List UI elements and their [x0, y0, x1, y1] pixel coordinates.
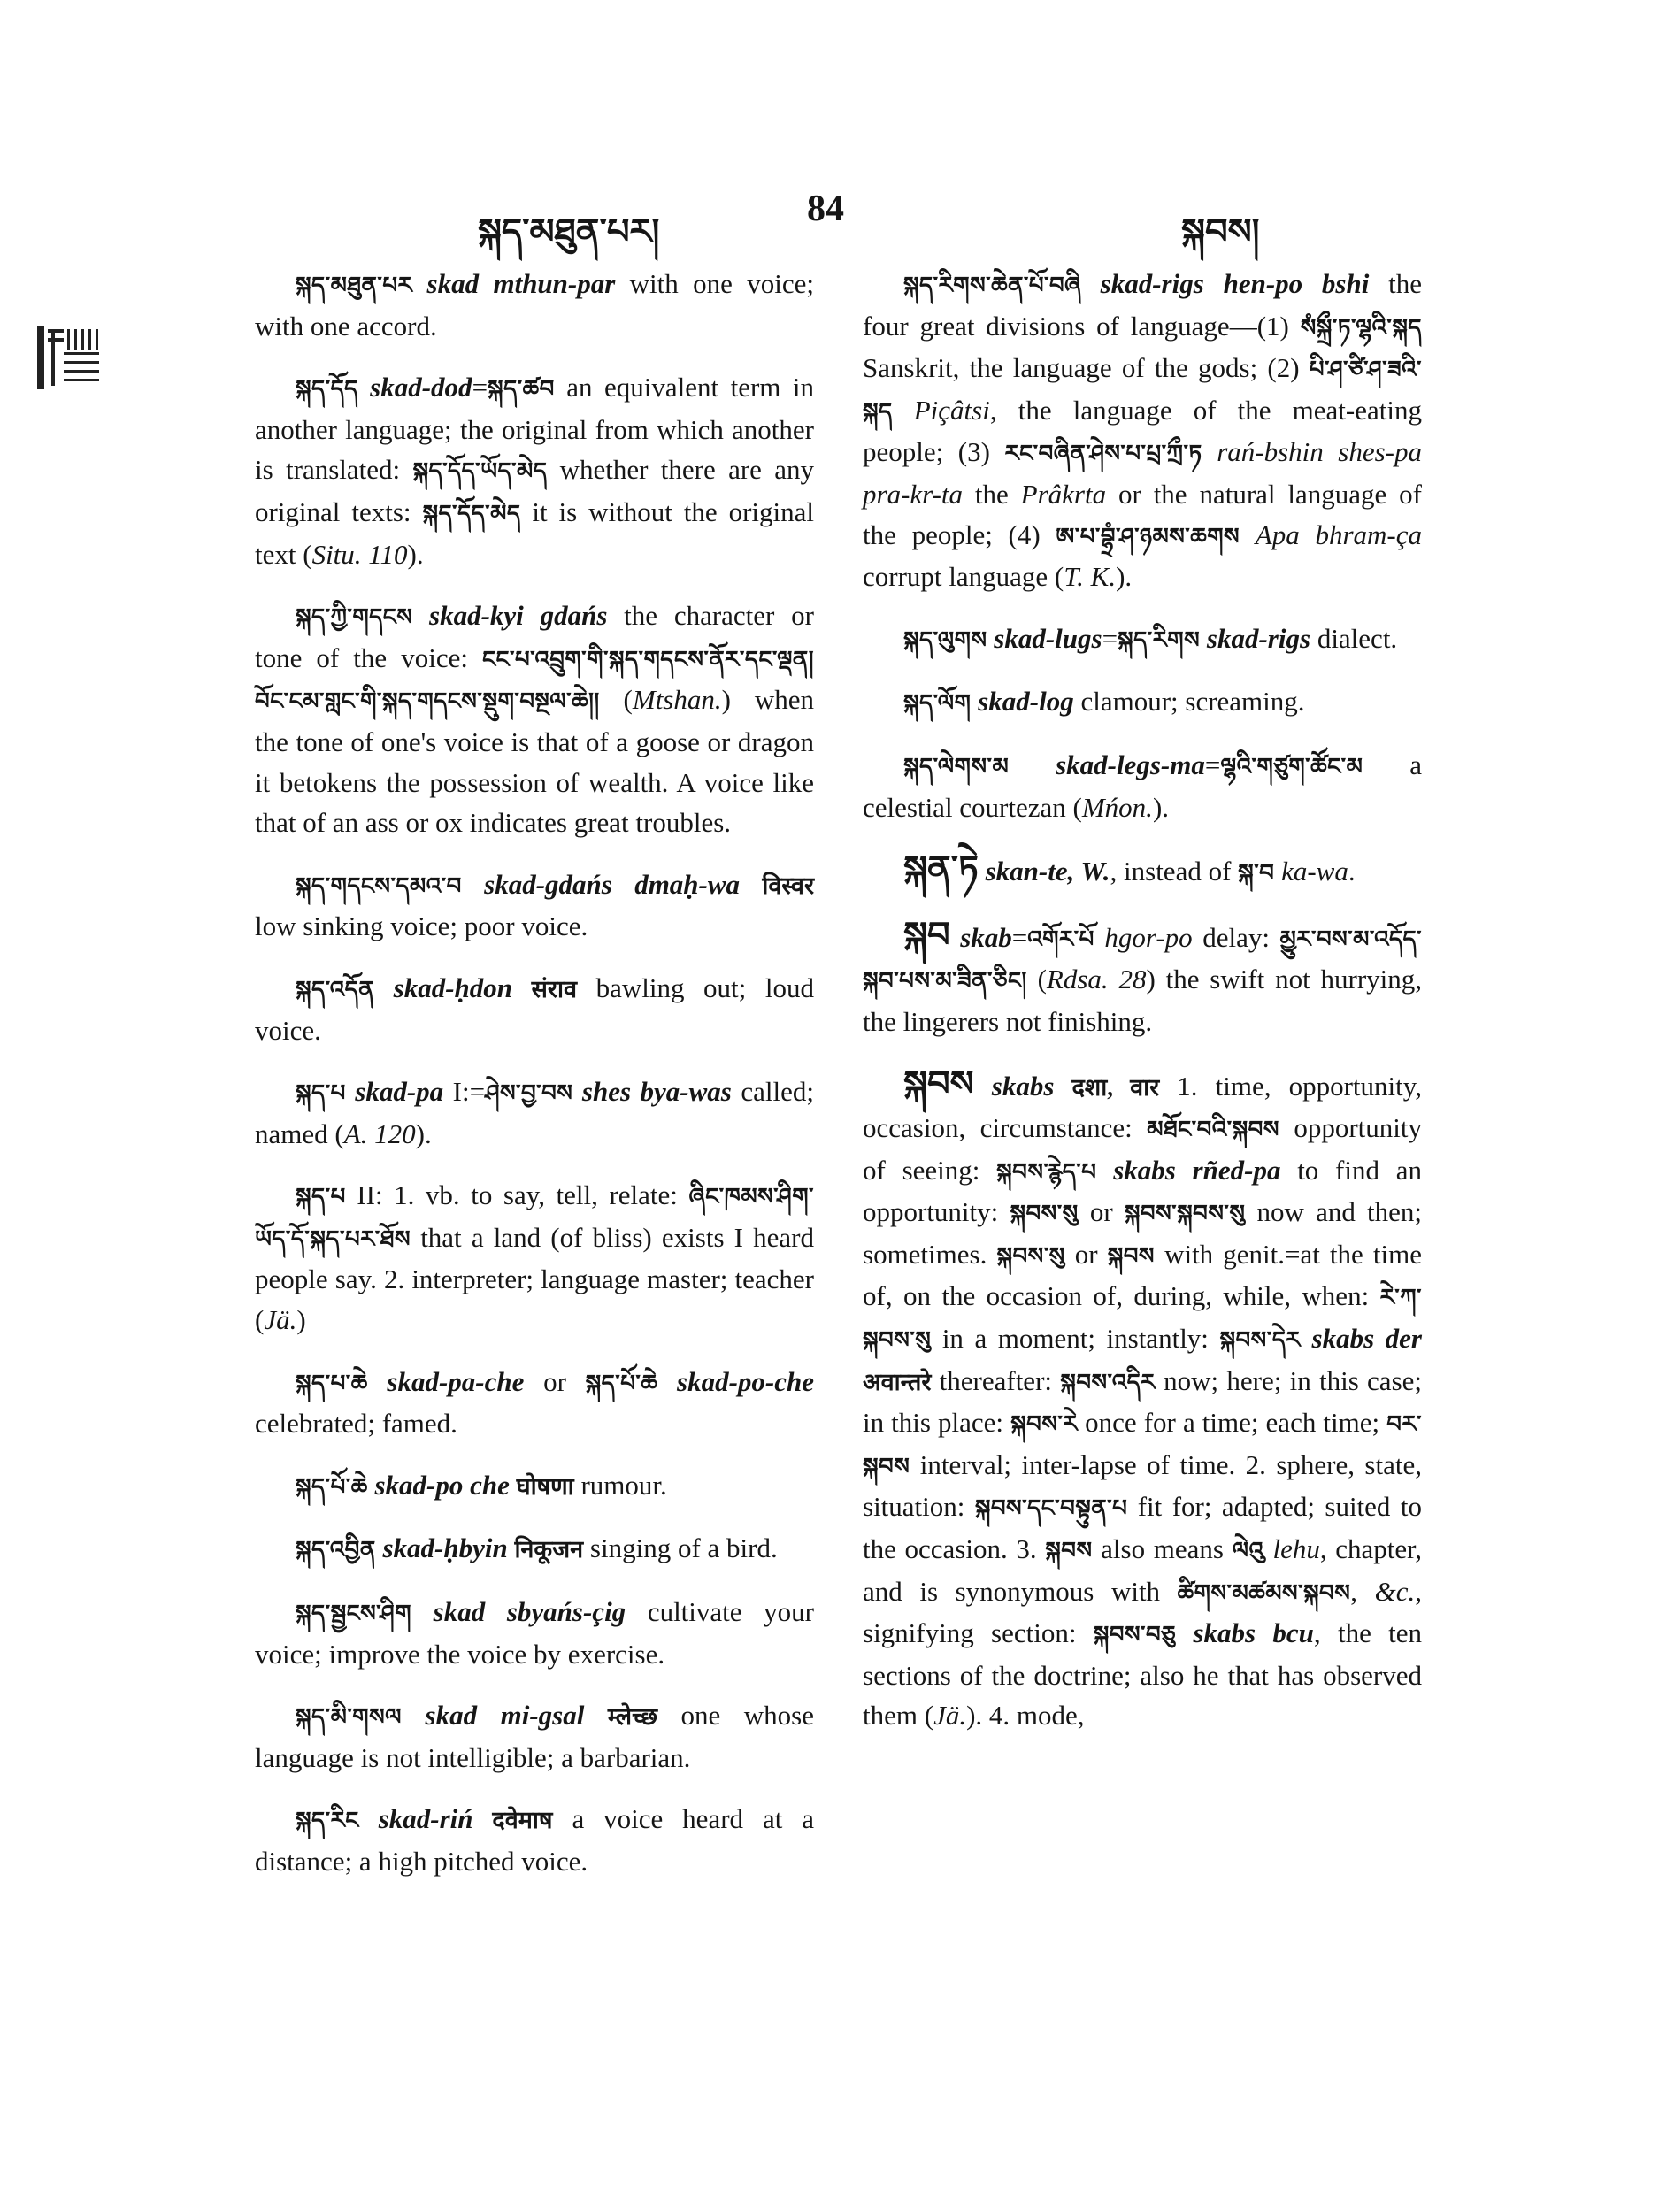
- tibetan-script: ཨ་པ་བྷྲཾ་ཤ་ཉམས་ཆགས: [1056, 523, 1240, 549]
- page-header: [0, 184, 1659, 252]
- definition-text: [1094, 922, 1105, 953]
- tibetan-script: རེ་ཀ་སྐབས་སུ: [863, 1285, 1422, 1354]
- transliteration: skabs rñed-pa: [1113, 1154, 1281, 1186]
- tibetan-script: སྐབས་རེ: [1010, 1411, 1079, 1438]
- transliteration: skad-pa: [355, 1076, 444, 1108]
- definition-text: [368, 1366, 388, 1397]
- dictionary-entry: [255, 968, 814, 1050]
- tibetan-script: སྐབས་དེར: [1219, 1327, 1301, 1354]
- definition-text: ).: [1116, 561, 1133, 593]
- definition-text: [979, 856, 986, 887]
- tibetan-script: སྐ་བ: [1238, 860, 1275, 887]
- citation: Jä.: [933, 1700, 967, 1732]
- dictionary-entry: [863, 745, 1422, 827]
- tibetan-script: སྐད་འབྱིན: [296, 1537, 376, 1563]
- citation: A. 120: [343, 1118, 416, 1149]
- transliteration: skad-kyi gdańs: [429, 600, 608, 632]
- definition-text: [402, 1700, 426, 1731]
- definition-text: [1301, 1323, 1312, 1354]
- tibetan-script: སྐབས་དང་བསྟུན་པ: [974, 1495, 1128, 1522]
- transliteration: skad-log: [978, 686, 1074, 718]
- tibetan-script: སྐད་པ་ཆེ: [296, 1370, 368, 1396]
- definition-text: ).: [407, 538, 424, 570]
- definition-text: [510, 1470, 517, 1501]
- definition-text: [462, 869, 484, 900]
- tibetan-script: རང་བཞིན་ཤེས་པ་པྲ་ཀྲྀ་ཏ: [1004, 441, 1202, 467]
- citation: ka-wa: [1281, 856, 1348, 887]
- dictionary-entry: [255, 367, 814, 574]
- definition-text: or: [1078, 1196, 1125, 1228]
- library-stamp-icon: [37, 326, 101, 389]
- sanskrit-equivalent: दशा, वार: [1071, 1073, 1160, 1101]
- definition-text: , the ten sections of the doctrine; also he that has observed them (: [863, 1617, 1423, 1732]
- citation: Prâkrta: [1020, 478, 1107, 510]
- definition-text: an equivalent term in another language; the original from which another is translated:: [255, 372, 815, 486]
- definition-text: clamour; screaming.: [1073, 686, 1305, 718]
- definition-text: or: [1064, 1238, 1108, 1270]
- sanskrit-equivalent: घोषणा: [516, 1472, 574, 1500]
- tibetan-script: འགོར་པོ: [1027, 926, 1094, 952]
- transliteration: skabs bcu: [1193, 1617, 1314, 1649]
- definition-text: ) when the tone of one's voice is that of a goose or dragon it betokens the possession of wealth. A voice like that of an ass or ox indicates great troubles.: [255, 684, 814, 839]
- definition-text: [1240, 519, 1256, 550]
- transliteration: skad-legs-ma: [1056, 749, 1205, 780]
- definition-text: ).: [1152, 791, 1170, 823]
- definition-text: in a moment; instantly:: [931, 1323, 1220, 1355]
- tibetan-script: སྐད་པོ་ཆེ: [585, 1370, 658, 1396]
- definition-text: [411, 1596, 434, 1627]
- definition-text: a celestial courtezan (: [863, 749, 1422, 823]
- tibetan-script: སྐད་མི་གསལ: [296, 1704, 402, 1731]
- transliteration: skabs: [991, 1070, 1055, 1102]
- definition-text: [473, 1803, 493, 1834]
- citation: hgor-po: [1104, 921, 1193, 953]
- definition-text: II: 1. vb. to say, tell, relate:: [345, 1179, 689, 1211]
- citation: &c.: [1374, 1575, 1416, 1607]
- definition-text: also means: [1092, 1533, 1233, 1565]
- tibetan-script: སྐབས་བཅུ: [1093, 1622, 1177, 1648]
- transliteration: skad-dod: [370, 372, 472, 403]
- headword-tibetan: སྐན་ཏེ: [903, 849, 979, 889]
- definition-text: [346, 1076, 356, 1107]
- definition-text: [1202, 436, 1217, 467]
- definition-text: to find an opportunity:: [863, 1154, 1422, 1228]
- definition-text: [584, 1700, 608, 1731]
- definition-text: ).: [415, 1118, 432, 1149]
- dictionary-entry: [863, 264, 1422, 597]
- tibetan-script: སྐད་པ: [296, 1184, 346, 1210]
- definition-text: the: [963, 478, 1021, 510]
- citation: Situ. 110: [311, 538, 408, 570]
- definition-text: =: [1204, 749, 1221, 780]
- definition-text: I:=: [443, 1076, 486, 1108]
- tibetan-script: སྐད་པ: [296, 1080, 346, 1107]
- tibetan-script: སྐད་དོད་ཡོད་མེད: [412, 458, 548, 485]
- transliteration: skad-ḥdon: [393, 972, 513, 1003]
- definition-text: singing of a bird.: [583, 1532, 778, 1564]
- tibetan-script: སྐད་ལེགས་མ: [903, 753, 1010, 780]
- definition-text: a voice heard at a distance; a high pitched voice.: [255, 1803, 814, 1877]
- definition-text: [974, 1071, 992, 1102]
- dictionary-entry: [863, 915, 1422, 1042]
- tibetan-script: ཤེས་བྱ་བས: [485, 1080, 573, 1107]
- left-column: [255, 264, 814, 1903]
- definition-text: ,: [1350, 1575, 1375, 1607]
- definition-text: [1264, 1533, 1273, 1564]
- tibetan-script: སྐད་པོ་ཆེ: [296, 1473, 368, 1500]
- tibetan-script: སྐབས་སུ: [996, 1242, 1065, 1269]
- definition-text: that a land (of bliss) exists I heard people say. 2. interpreter; language master; teacher (: [255, 1221, 814, 1336]
- definition-text: 1. time, opportunity, occasion, circumstance:: [863, 1070, 1422, 1144]
- definition-text: called; named (: [255, 1076, 814, 1149]
- sanskrit-equivalent: म्लेच्छ: [607, 1703, 657, 1731]
- tibetan-script: སྐབས་སུ: [1010, 1201, 1079, 1227]
- tibetan-script: སྐད་ལོག: [903, 690, 972, 717]
- transliteration: skad-po che: [374, 1469, 510, 1501]
- tibetan-script: བར་སྐབས: [863, 1411, 1423, 1479]
- definition-text: fit for; adapted; suited to the occasion. 3.: [863, 1491, 1422, 1565]
- definition-text: cultivate your voice; improve the voice by exercise.: [255, 1596, 814, 1670]
- definition-text: ): [296, 1304, 306, 1336]
- tibetan-script: སྐབས་འདིར: [1060, 1369, 1156, 1395]
- tibetan-script: སྐད་རིང: [296, 1808, 359, 1834]
- definition-text: [1054, 1071, 1071, 1102]
- dictionary-entry: [255, 1592, 814, 1674]
- definition-text: rumour.: [573, 1469, 667, 1501]
- tibetan-script: སྐད་རིགས་ཆེན་པོ་བཞི: [903, 273, 1081, 298]
- transliteration: skad sbyańs-çig: [433, 1596, 626, 1628]
- definition-text: low sinking voice; poor voice.: [255, 910, 588, 942]
- definition-text: (: [1026, 964, 1047, 995]
- definition-text: [950, 922, 961, 953]
- definition-text: .: [1348, 856, 1356, 887]
- sanskrit-equivalent: विस्वर: [762, 872, 814, 899]
- definition-text: or the natural language of the people; (4): [863, 478, 1422, 550]
- transliteration: skad-ḥbyin: [382, 1532, 508, 1564]
- dictionary-entry: [863, 849, 1422, 894]
- tibetan-script: སྐད་གདངས་དམའ་བ: [296, 872, 462, 899]
- definition-text: =: [1011, 921, 1028, 953]
- definition-text: [572, 1076, 582, 1107]
- transliteration: skad-rigs hen-po bshi: [1100, 268, 1370, 299]
- citation: Mtshan.: [632, 684, 722, 716]
- definition-text: thereafter:: [931, 1364, 1061, 1396]
- running-head-right: སྐབས།: [1181, 211, 1260, 252]
- definition-text: one whose language is not intelligible; a barbarian.: [255, 1700, 815, 1773]
- definition-text: with one voice; with one accord.: [255, 268, 814, 342]
- transliteration: skad mi-gsal: [425, 1700, 585, 1732]
- citation: rań-bshin shes-pa pra-kr-ta: [863, 436, 1423, 510]
- tibetan-script: སྐད་ཀྱི་གདངས: [296, 604, 413, 631]
- running-head-left: སྐད་མཐུན་པར།: [478, 211, 660, 252]
- definition-text: , the language of the meat-eating people; (3): [863, 394, 1422, 468]
- citation: Piçâtsi: [913, 394, 990, 426]
- tibetan-script: ཞིང་ཁམས་ཤིག་ཡོད་དོ་སྐད་པར་ཐོས: [255, 1184, 814, 1252]
- sanskrit-equivalent: दवेमाष: [492, 1807, 553, 1834]
- definition-text: [412, 268, 426, 299]
- transliteration: skad-lugs: [994, 622, 1102, 654]
- citation: lehu: [1272, 1533, 1320, 1565]
- transliteration: skad-rigs: [1206, 622, 1311, 654]
- definition-text: , instead of: [1110, 856, 1239, 887]
- headword-tibetan: སྐབས: [903, 1063, 974, 1103]
- definition-text: with genit.=at the time of, on the occasion of, during, while, when:: [863, 1238, 1422, 1312]
- headword-tibetan: སྐབ: [903, 914, 950, 955]
- definition-text: the character or tone of the voice:: [255, 600, 814, 673]
- definition-text: [358, 372, 370, 403]
- transliteration: skab: [960, 921, 1012, 953]
- tibetan-script: སྐབས: [1045, 1538, 1093, 1564]
- dictionary-entry: [255, 1695, 814, 1778]
- definition-text: corrupt language (: [863, 561, 1064, 593]
- definition-text: , signifying section:: [863, 1575, 1422, 1649]
- dictionary-entry: [255, 1465, 814, 1508]
- dictionary-entry: [255, 1799, 814, 1881]
- tibetan-script: སྐད་འདོན: [296, 976, 375, 1002]
- tibetan-script: སྐད་ལུགས: [903, 626, 987, 653]
- tibetan-script: སྐད་ཚབ: [488, 376, 555, 403]
- dictionary-entry: [863, 618, 1422, 661]
- tibetan-script: སྐད་སྦྱངས་ཤིག: [296, 1601, 412, 1627]
- definition-text: ) the swift not hurrying, the lingerers not finishing.: [863, 964, 1423, 1037]
- definition-text: [1274, 856, 1281, 887]
- citation: Mńon.: [1081, 791, 1153, 823]
- sanskrit-equivalent: संराव: [531, 975, 577, 1002]
- definition-text: [374, 972, 394, 1003]
- tibetan-script: སྐབས་རྙེད་པ: [996, 1158, 1097, 1185]
- definition-text: [657, 1366, 677, 1397]
- sanskrit-equivalent: अवान्तरे: [863, 1368, 932, 1395]
- dictionary-entry: [255, 1175, 814, 1340]
- tibetan-script: སྐབས་སྐབས་སུ: [1124, 1201, 1246, 1227]
- definition-text: [412, 600, 429, 631]
- dictionary-entry: [863, 1064, 1422, 1737]
- tibetan-script: མཐོང་བའི་སྐབས: [1147, 1117, 1279, 1143]
- transliteration: skad mthun-par: [426, 268, 616, 299]
- tibetan-script: པི་ཤ་ཙི་ཤ་ཟའི་སྐད: [863, 357, 1422, 425]
- tibetan-script: སྐད་དོད་མེད: [422, 500, 521, 526]
- page-number: 84: [807, 188, 844, 229]
- citation: T. K.: [1064, 561, 1117, 593]
- transliteration: shes bya-was: [581, 1076, 732, 1108]
- definition-text: or: [524, 1365, 586, 1397]
- definition-text: [512, 972, 532, 1003]
- definition-text: [1096, 1155, 1113, 1186]
- definition-text: [893, 395, 914, 426]
- tibetan-script: ལྷའི་གཙུག་ཚོང་མ: [1220, 753, 1363, 780]
- dictionary-entry: [255, 1071, 814, 1154]
- tibetan-script: སྐད་དོད: [296, 376, 358, 403]
- sanskrit-equivalent: निकूजन: [514, 1536, 584, 1563]
- transliteration: skad-riń: [378, 1803, 473, 1835]
- definition-text: =: [1102, 622, 1118, 654]
- tibetan-script: སྐད་མཐུན་པར: [296, 273, 413, 298]
- tibetan-script: སྐད་རིགས: [1118, 626, 1201, 653]
- citation: Apa bhram-ça: [1255, 518, 1422, 550]
- definition-text: [1009, 749, 1056, 780]
- definition-text: (: [599, 684, 633, 716]
- tibetan-script: ངང་པ་འབྲུག་གི་སྐད་གདངས་ནོར་དང་ལྡན། བོང་ངམ་གླང་གི་སྐད་གདངས་སྡུག་བསྔལ་ཆེ།།: [255, 646, 814, 715]
- definition-text: [1081, 268, 1101, 299]
- definition-text: delay:: [1192, 921, 1280, 953]
- definition-text: opportunity of seeing:: [863, 1112, 1422, 1186]
- definition-text: ). 4. mode,: [966, 1700, 1085, 1732]
- definition-text: [359, 1803, 379, 1834]
- definition-text: whether there are any original texts:: [255, 454, 815, 527]
- tibetan-script: སྐབས: [1107, 1242, 1155, 1269]
- transliteration: skan-te, W.: [985, 856, 1110, 887]
- tibetan-script: མྱུར་བས་མ་འདོད་སྐབ་པས་མ་ཟིན་ཅིང།: [863, 926, 1423, 995]
- definition-text: dialect.: [1310, 622, 1398, 654]
- definition-text: =: [472, 372, 488, 403]
- definition-text: , chapter, and is synonymous with: [863, 1533, 1422, 1607]
- dictionary-entry: [863, 681, 1422, 724]
- tibetan-script: ལེའུ: [1232, 1538, 1264, 1564]
- definition-text: bawling out; loud voice.: [255, 972, 814, 1046]
- definition-text: the four great divisions of language—(1): [863, 268, 1422, 342]
- citation: Jä.: [264, 1304, 297, 1336]
- definition-text: celebrated; famed.: [255, 1408, 457, 1440]
- dictionary-entry: [255, 864, 814, 947]
- definition-text: [1176, 1617, 1193, 1648]
- transliteration: skabs der: [1311, 1323, 1422, 1355]
- tibetan-script: སཾསྐྲྀ་ཏ་ལྷའི་སྐད: [1300, 314, 1422, 341]
- dictionary-entry: [255, 1362, 814, 1444]
- dictionary-entry: [255, 264, 814, 346]
- tibetan-script: ཚིགས་མཚམས་སྐབས: [1177, 1579, 1351, 1606]
- transliteration: skad-po-che: [677, 1365, 815, 1397]
- definition-text: [1200, 623, 1207, 654]
- citation: Rdsa. 28: [1046, 964, 1147, 995]
- definition-text: once for a time; each time;: [1078, 1407, 1387, 1439]
- dictionary-entry: [255, 595, 814, 843]
- definition-text: now; here; in this case; in this place:: [863, 1364, 1422, 1439]
- dictionary-entry: [255, 1528, 814, 1571]
- transliteration: skad-pa-che: [387, 1365, 525, 1397]
- definition-text: now and then; sometimes.: [863, 1196, 1422, 1270]
- definition-text: [740, 869, 762, 900]
- right-column: [863, 264, 1422, 1757]
- transliteration: skad-gdańs dmaḥ-wa: [484, 868, 741, 900]
- definition-text: interval; inter-lapse of time. 2. sphere, state, situation:: [863, 1448, 1422, 1523]
- definition-text: it is without the original text (: [255, 495, 814, 570]
- definition-text: Sanskrit, the language of the gods; (2): [863, 352, 1310, 384]
